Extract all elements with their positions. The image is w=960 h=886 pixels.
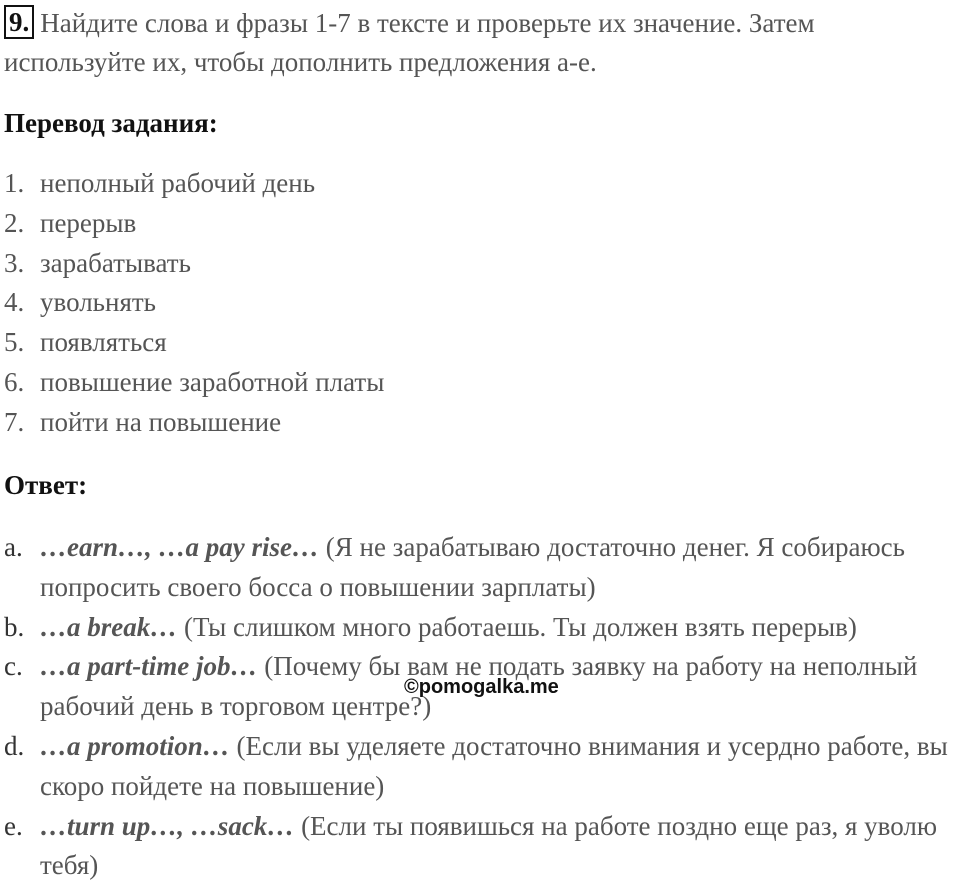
answer-letter: b. [4, 611, 25, 642]
list-item [4, 363, 384, 403]
answer-key: …earn…, …a pay rise… [40, 532, 319, 562]
answer-item [4, 727, 960, 807]
item-number: 5. [4, 327, 25, 358]
item-text: зарабатывать [40, 247, 191, 278]
item-text: неполный рабочий день [40, 168, 316, 198]
answer-item [4, 528, 960, 608]
item-number: 2. [4, 207, 25, 238]
answer-item [4, 608, 960, 648]
item-text: повышение заработной платы [40, 366, 385, 397]
answer-key: …a part-time job… [40, 651, 258, 682]
item-number: 7. [4, 406, 25, 437]
list-item [4, 164, 384, 204]
answer-translation: (Если вы уделяете достаточно внимания и усердно работе, вы скоро пойдете на повышение) [40, 730, 948, 801]
answer-translation: (Я не зарабатываю достаточно денег. Я собираюсь попросить своего босса о повышении зарплаты) [40, 532, 905, 602]
item-number: 6. [4, 366, 25, 397]
item-text: перерыв [40, 207, 137, 238]
answer-letter: d. [4, 730, 25, 761]
list-item [4, 204, 384, 244]
answer-letter: c. [4, 651, 23, 682]
answer-letter: e. [4, 810, 23, 841]
answer-translation: (Почему бы вам не подать заявку на работу на неполный рабочий день в торговом центре?) [40, 651, 918, 722]
item-number: 1. [4, 168, 25, 198]
item-number: 4. [4, 287, 25, 318]
answer-key: …turn up…, …sack… [40, 810, 295, 841]
item-number: 3. [4, 247, 25, 278]
answer-key: …a break… [40, 611, 178, 642]
task-instruction [4, 4, 954, 82]
task-text: Найдите слова и фразы 1-7 в тексте и проверьте их значение. Затем используйте их, чтобы дополнить предложения a-e. [4, 8, 815, 77]
translation-heading: Перевод задания: [4, 108, 218, 138]
list-item [4, 244, 384, 284]
answer-translation: (Если ты появишься на работе поздно еще раз, я уволю тебя) [40, 810, 938, 881]
item-text: появляться [40, 327, 167, 358]
list-item [4, 283, 384, 323]
item-text: пойти на повышение [40, 406, 282, 437]
answer-list [4, 528, 960, 886]
task-number: 9. [4, 5, 34, 39]
answer-item [4, 807, 960, 886]
phrase-list [4, 164, 384, 443]
answer-heading: Ответ: [4, 470, 88, 500]
answer-key: …a promotion… [40, 730, 230, 761]
list-item [4, 323, 384, 363]
answer-translation: (Ты слишком много работаешь. Ты должен взять перерыв) [177, 611, 857, 642]
item-text: увольнять [40, 287, 156, 318]
list-item [4, 403, 384, 443]
answer-letter: a. [4, 532, 23, 562]
watermark: ©pomogalka.me [404, 676, 559, 698]
